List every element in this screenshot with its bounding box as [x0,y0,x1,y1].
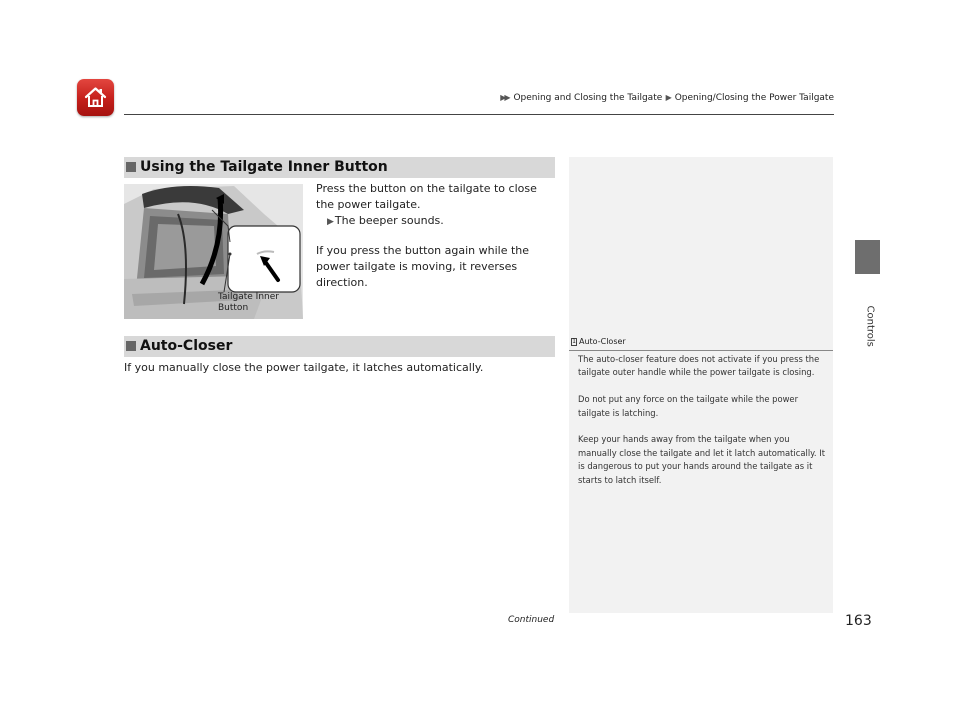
paragraph: If you manually close the power tailgate, it latches automatically. [124,361,484,374]
breadcrumb [470,93,834,103]
figure-label [218,292,279,314]
breadcrumb-item[interactable]: Opening/Closing the Power Tailgate [674,93,834,103]
arrow-icon: ▶▶ [500,93,509,102]
section-title: Auto-Closer [140,338,233,354]
tailgate-illustration [124,184,303,319]
header-divider [124,114,834,115]
figure-label-line: Tailgate Inner [218,292,279,302]
home-button[interactable] [77,79,114,116]
section-square-icon [126,341,136,351]
section-heading [124,157,555,178]
arrow-icon: ▶ [327,217,332,227]
result-line [316,213,556,230]
arrow-icon: ▶ [665,93,670,102]
result-text: The beeper sounds. [334,214,444,227]
chapter-label: Controls [864,305,876,347]
section-title: Using the Tailgate Inner Button [140,159,388,175]
note-paragraph: Keep your hands away from the tailgate when you manually close the tailgate and let it latch automatically. It is dangerous to put your hands around the tailgate as it starts to latch itself. [578,434,825,485]
chapter-tab[interactable] [855,240,880,274]
section-heading [124,336,555,357]
note-heading [569,336,833,351]
note-paragraph: The auto-closer feature does not activate if you press the tailgate outer handle while the power tailgate is closing. [578,354,820,378]
section-square-icon [126,162,136,172]
note-body [578,353,828,500]
note-icon: 1 [572,338,576,345]
figure-label-line: Button [218,303,249,313]
paragraph: If you press the button again while the power tailgate is moving, it reverses direction. [316,244,530,289]
continued-label: Continued [508,615,555,625]
page-number: 163 [845,613,872,629]
home-icon [83,85,108,110]
paragraph: Press the button on the tailgate to close the power tailgate. [316,182,537,211]
breadcrumb-item[interactable]: Opening and Closing the Tailgate [513,93,663,103]
note-paragraph: Do not put any force on the tailgate while the power tailgate is latching. [578,394,799,418]
note-heading-label: Auto-Closer [579,337,626,346]
instruction-text [316,181,556,230]
